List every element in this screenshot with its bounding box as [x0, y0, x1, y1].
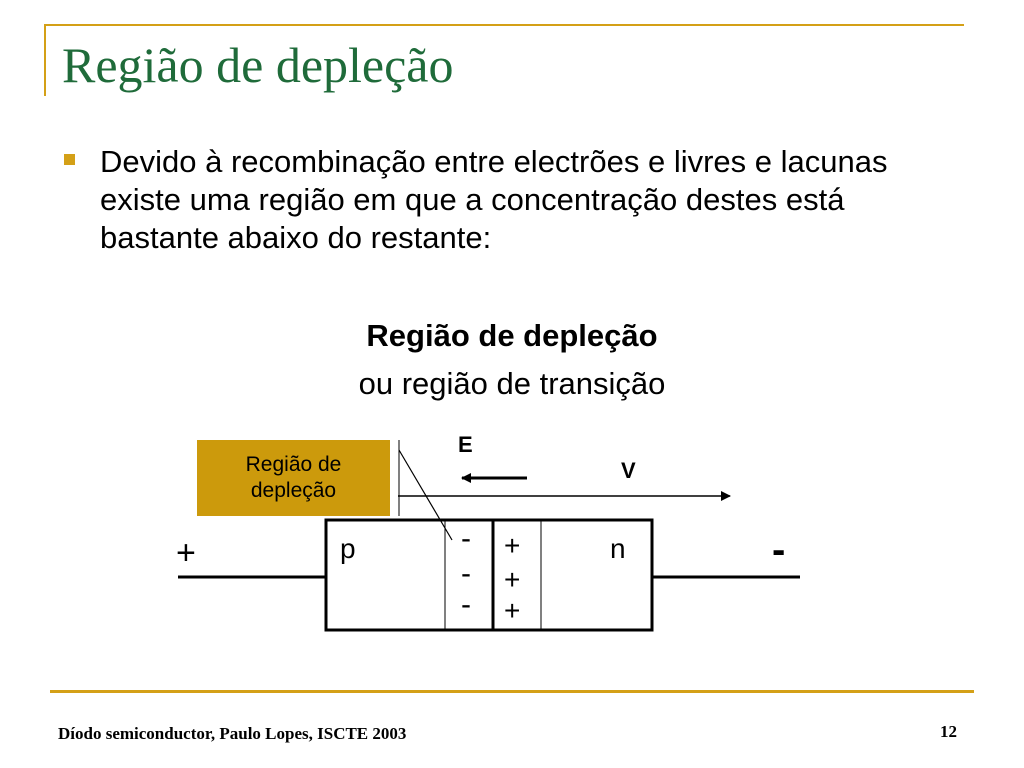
callout-line-1: Região de — [245, 453, 342, 476]
slide-title: Região de depleção — [62, 37, 454, 93]
terminal-plus: + — [176, 534, 196, 572]
field-label: E — [458, 432, 473, 457]
footer-divider — [50, 690, 974, 693]
positive-charge: + — [504, 595, 521, 626]
positive-charge: + — [504, 564, 521, 595]
caption-subtitle: ou região de transição — [358, 366, 666, 401]
bullet-text: Devido à recombinação entre electrões e livres e lacunas existe uma região em que a concentração destes está bastante abaixo do restante: — [100, 144, 888, 255]
positive-charge: + — [504, 530, 521, 561]
p-region-label: p — [340, 533, 356, 564]
voltage-label: V — [621, 458, 636, 483]
diode-body — [326, 520, 652, 630]
n-region-label: n — [610, 533, 626, 564]
terminal-minus: - — [772, 528, 786, 572]
caption-title: Região de depleção — [366, 318, 658, 353]
negative-charge: - — [461, 522, 471, 555]
callout-line-2: depleção — [250, 479, 337, 502]
negative-charge: - — [461, 557, 471, 590]
negative-charge: - — [461, 588, 471, 621]
footer-text: Díodo semiconductor, Paulo Lopes, ISCTE 2003 — [58, 724, 407, 743]
page-number: 12 — [940, 722, 957, 741]
callout-pointer-line — [399, 450, 452, 540]
